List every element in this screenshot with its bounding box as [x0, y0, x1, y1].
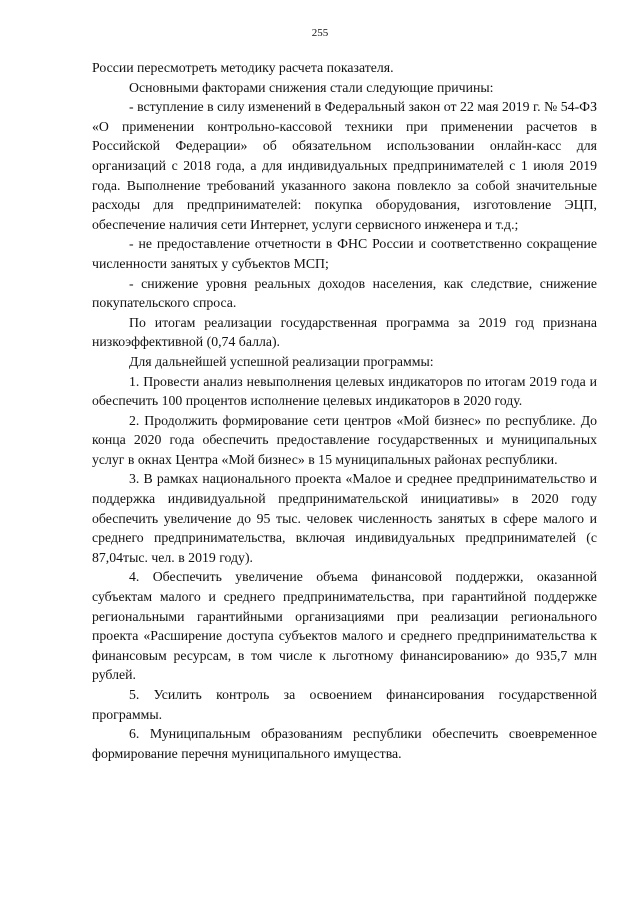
list-item-1: 1. Провести анализ невыполнения целевых индикаторов по итогам 2019 года и обеспечить 100 процентов исполнение целевых индикаторов в 2020 году. — [92, 373, 597, 409]
paragraph-reasons-intro: Основными факторами снижения стали следующие причины: — [129, 79, 494, 95]
list-item-6: 6. Муниципальным образованиям республики обеспечить своевременное формирование перечня муниципального имущества. — [92, 726, 597, 761]
paragraph-reason-income: - снижение уровня реальных доходов населения, как следствие, снижение покупательского спроса. — [92, 275, 597, 311]
document-body — [92, 58, 597, 763]
list-item-5: 5. Усилить контроль за освоением финансирования государственной программы. — [92, 687, 597, 722]
list-item-2: 2. Продолжить формирование сети центров «Мой бизнес» по республике. До конца 2020 года обеспечить предоставление государственных и муниципальных услуг в окнах Центра «Мой бизнес» в 15 муниципальных районах республики. — [92, 412, 597, 467]
paragraph-program-results: По итогам реализации государственная программа за 2019 год признана низкоэффективной (0,74 балла). — [92, 314, 597, 350]
page-number: 255 — [311, 27, 329, 39]
paragraph-reason-reporting: - не предоставление отчетности в ФНС России и соответственно сокращение численности занятых у субъектов МСП; — [92, 236, 597, 271]
paragraph-further-steps: Для дальнейшей успешной реализации программы: — [129, 353, 434, 369]
list-item-3: 3. В рамках национального проекта «Малое и среднее предпринимательство и поддержка индивидуальной предпринимательской инициативы» в 2020 году обеспечить увеличение до 95 тыс. человек численность занятых в сфере малого и среднего предпринимательства, включая индивидуальных предпринимателей (с 87,04тыс. чел. в 2019 году). — [92, 471, 597, 565]
paragraph-continuation: России пересмотреть методику расчета показателя. — [92, 60, 394, 75]
list-item-4: 4. Обеспечить увеличение объема финансовой поддержки, оказанной субъектам малого и среднего предпринимательства, при гарантийной поддержке региональными гарантийными организациями при реализации регионального проекта «Расширение доступа субъектов малого и среднего предпринимательства к финансовым ресурсам, в том числе к льготному финансированию» до 935,7 млн рублей. — [92, 569, 597, 683]
paragraph-reason-law: - вступление в силу изменений в Федеральный закон от 22 мая 2019 г. № 54-ФЗ «О применении контрольно-кассовой техники при применении расчетов в Российской Федерации» об обязательном использовании онлайн-касс для организаций с 2018 года, а для индивидуальных предпринимателей с 1 июля 2019 года. Выполнение требований указанного закона повлекло за собой значительные расходы для предпринимателей: покупка оборудования, изготовление ЭЦП, обеспечение наличия сети Интернет, услуги сервисного инженера и т.д.; — [92, 99, 597, 232]
